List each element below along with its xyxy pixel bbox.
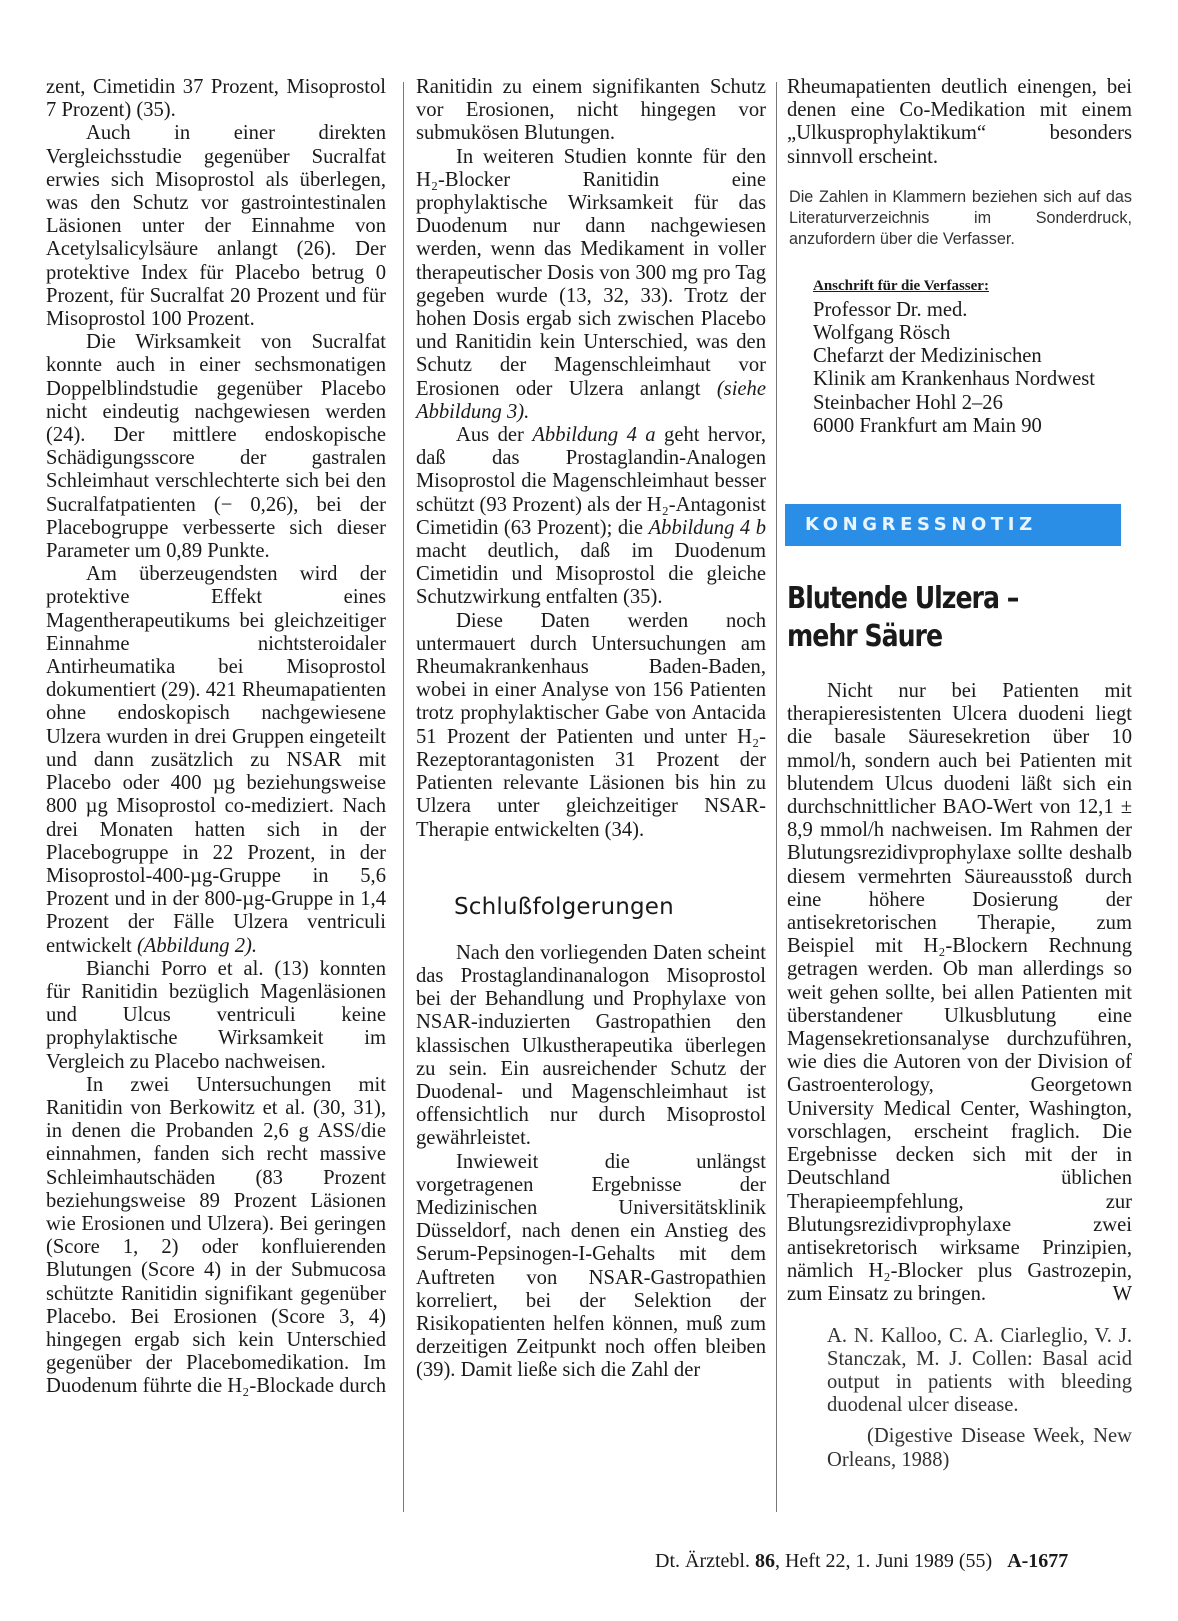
column-divider xyxy=(403,82,404,1512)
paragraph-text: Am überzeugendsten wird der protektive Effekt eines Magentherapeutikums bei gleichzeitiger Einnahme nichtsteroidaler Antirheumatika bei Misoprostol dokumentiert (29). 421 Rheumapatienten ohne endoskopisch nachgewiesene Ulzera wurden in drei Gruppen eingeteilt und dann zusätzlich zu NSAR mit Placebo oder 400 µg beziehungsweise 800 µg Misoprostol co-mediziert. Nach drei Monaten hatten sich in der Placebogruppe in 22 Prozent, in der Misoprostol-400-µg-Gruppe in 5,6 Prozent und in der 800-µg-Gruppe in 1,4 Prozent der Fälle Ulzera ventriculi entwickelt xyxy=(46,563,386,957)
address-label: Anschrift für die Verfasser: xyxy=(813,277,989,294)
page-footer xyxy=(655,1550,1068,1573)
section-banner: KONGRESSNOTIZ xyxy=(785,504,1121,546)
journal-volume: 86 xyxy=(754,1550,775,1572)
address-line: Steinbacher Hohl 2–26 xyxy=(813,391,1003,414)
page-number: A-1677 xyxy=(1007,1550,1069,1572)
paragraph: Rheumapatienten deutlich einengen, bei denen eine Co-Medikation mit einem „Ulkusprophylaktikum“ besonders sinnvoll erscheint. xyxy=(787,76,1132,168)
citation xyxy=(827,1325,1132,1472)
figure-reference: Abbildung 4 b xyxy=(648,516,766,539)
figure-reference: (siehe Abbildung 3). xyxy=(416,377,766,423)
address-line: Klinik am Krankenhaus Nordwest xyxy=(813,368,1095,391)
paragraph-text: Aus der xyxy=(456,424,524,447)
author-address xyxy=(813,299,1132,438)
figure-reference: Abbildung 4 a xyxy=(532,424,656,447)
issue-info: , Heft 22, 1. Juni 1989 (55) xyxy=(774,1550,993,1572)
title-line: mehr Säure xyxy=(787,619,943,655)
paragraph: zent, Cimetidin 37 Prozent, Misoprostol 7 Prozent) (35). xyxy=(46,76,386,122)
paragraph: Ranitidin zu einem signifikanten Schutz vor Erosionen, nicht hingegen vor submukösen Blutungen. xyxy=(416,76,766,145)
journal-name: Dt. Ärztebl. xyxy=(655,1550,750,1572)
figure-reference: (Abbildung 2). xyxy=(136,934,258,957)
address-line: 6000 Frankfurt am Main 90 xyxy=(813,414,1042,437)
paragraph-text: macht deutlich, daß im Duodenum Cimetidin und Misoprostol die gleiche Schutzwirkung entfalten (35). xyxy=(416,540,766,609)
paragraph xyxy=(46,563,386,957)
paragraph: Die Wirksamkeit von Sucralfat konnte auch in einer sechsmonatigen Doppelblindstudie gegenüber Placebo nicht eindeutig nachgewiesen werden (24). Der mittlere endoskopische Schädigungsscore der gastralen Schleimhaut verschlechterte sich bei den Sucralfatpatienten (− 0,26), bei der Placebogruppe verbesserte sich dieser Parameter um 0,89 Punkte. xyxy=(46,331,386,563)
address-line: Professor Dr. med. xyxy=(813,298,968,321)
paragraph: Bianchi Porro et al. (13) konnten für Ranitidin bezüglich Magenläsionen und Ulcus ventriculi keine prophylaktische Wirksamkeit im Vergleich zu Placebo nachweisen. xyxy=(46,957,386,1073)
paragraph-text: geht hervor, daß das Prostaglandin-Analogen Misoprostol die Magenschleimhaut besser schützt (93 Prozent) als der H₂-Antagonist Cimetidin (63 Prozent); die xyxy=(416,424,766,539)
column-2 xyxy=(416,76,766,1383)
address-line: Chefarzt der Medizinischen xyxy=(813,345,1042,368)
citation-text: A. N. Kalloo, C. A. Ciarleglio, V. J. Stanczak, M. J. Collen: Basal acid output in patients with bleeding duodenal ulcer disease. xyxy=(827,1324,1132,1417)
paragraph: Inwieweit die unlängst vorgetragenen Ergebnisse der Medizinischen Universitätsklinik Düsseldorf, nach denen ein Anstieg des Serum-Pepsinogen-I-Gehalts mit dem Auftreten von NSAR-Gastropathien korreliert, bei der Selektion der Risikopatienten helfen können, muß zum derzeitigen Zeitpunkt noch offen bleiben (39). Damit ließe sich die Zahl der xyxy=(416,1150,766,1382)
paragraph: Nach den vorliegenden Daten scheint das Prostaglandinanalogon Misoprostol bei der Behandlung und Prophylaxe von NSAR-induzierten Gastropathien den klassischen Ulkustherapeutika überlegen zu sein. Ein ausreichender Schutz der Duodenal- und Magenschleimhaut ist offensichtlich nur durch Misoprostol gewährleistet. xyxy=(416,941,766,1150)
section-heading: Schlußfolgerungen xyxy=(454,893,674,920)
paragraph: Auch in einer direkten Vergleichsstudie gegenüber Sucralfat erwies sich Misoprostol als überlegen, was den Schutz vor gastrointestinalen Läsionen unter der Einnahme von Acetylsalicylsäure anlangt (26). Der protektive Index für Placebo betrug 0 Prozent, für Sucralfat 20 Prozent und für Misoprostol 100 Prozent. xyxy=(46,122,386,331)
author-signature: W xyxy=(1112,1283,1132,1306)
reference-note: Die Zahlen in Klammern beziehen sich auf das Literaturverzeichnis im Sonderdruck, anzufordern über die Verfasser. xyxy=(789,187,1132,248)
paragraph: Diese Daten werden noch untermauert durch Untersuchungen am Rheumakrankenhaus Baden-Baden, wobei in einer Analyse von 156 Patienten trotz prophylaktischer Gabe von Antacida 51 Prozent der Patienten und unter H₂-Rezeptorantagonisten 31 Prozent der Patienten relevante Läsionen bis hin zu Ulzera unter gleichzeitiger NSAR-Therapie entwickelten (34). xyxy=(416,609,766,841)
paragraph-text: Nicht nur bei Patienten mit therapieresistenten Ulcera duodeni liegt die basale Säuresekretion über 10 mmol/h, sondern auch bei Patienten mit blutendem Ulcus duodeni läßt sich ein durchschnittlicher BAO-Wert von 12,1 ± 8,9 mmol/h nachweisen. Im Rahmen der Blutungsrezidivprophylaxe sollte deshalb diesem vermehrten Säureausstoß durch eine höhere Dosierung der antisekretorischen Therapie, zum Beispiel mit H₂-Blockern Rechnung getragen werden. Ob man allerdings so weit gehen sollte, bei allen Patienten mit überstandener Ulkusblutung eine Magensekretionsanalyse durchzuführen, wie dies die Autoren von der Division of Gastroenterology, Georgetown University Medical Center, Washington, vorschlagen, erscheint fraglich. Die Ergebnisse decken sich mit der in Deutschland üblichen Therapieempfehlung, zur Blutungsrezidivprophylaxe zwei antisekretorisch wirksame Prinzipien, nämlich H₂-Blocker plus Gastrozepin, zum Einsatz zu bringen. xyxy=(787,680,1132,1306)
column-divider xyxy=(776,82,777,1512)
paragraph-text: In weiteren Studien konnte für den H₂-Blocker Ranitidin eine prophylaktische Wirksamkeit für das Duodenum nur dann nachgewiesen werden, wenn das Medikament in voller therapeutischer Dosis von 300 mg pro Tag gegeben wurde (13, 32, 33). Trotz der hohen Dosis ergab sich zwischen Placebo und Ranitidin kein Unterschied, was den Schutz der Magenschleimhaut vor Erosionen oder Ulzera anlangt xyxy=(416,145,766,400)
paragraph: In zwei Untersuchungen mit Ranitidin von Berkowitz et al. (30, 31), in denen die Probanden 2,6 g ASS/die einnahmen, fanden sich recht massive Schleimhautschäden (83 Prozent beziehungsweise 89 Prozent Läsionen wie Erosionen und Ulzera). Bei geringen (Score 1, 2) oder konfluierenden Blutungen (Score 4) in der Submucosa schützte Ranitidin signifikant gegenüber Placebo. Bei Erosionen (Score 3, 4) hingegen ergab sich kein Unterschied gegenüber der Placebomedikation. Im Duodenum führte die H₂-Blockade durch xyxy=(46,1073,387,1398)
title-line: Blutende Ulzera – xyxy=(787,581,1019,617)
column-3 xyxy=(787,76,1132,1480)
paragraph xyxy=(416,424,766,610)
column-1 xyxy=(46,76,386,1399)
article-title xyxy=(787,580,1077,656)
citation-source: (Digestive Disease Week, New Orleans, 1988) xyxy=(827,1425,1132,1471)
paragraph xyxy=(416,146,766,424)
paragraph xyxy=(787,680,1132,1306)
address-line: Wolfgang Rösch xyxy=(813,322,951,345)
